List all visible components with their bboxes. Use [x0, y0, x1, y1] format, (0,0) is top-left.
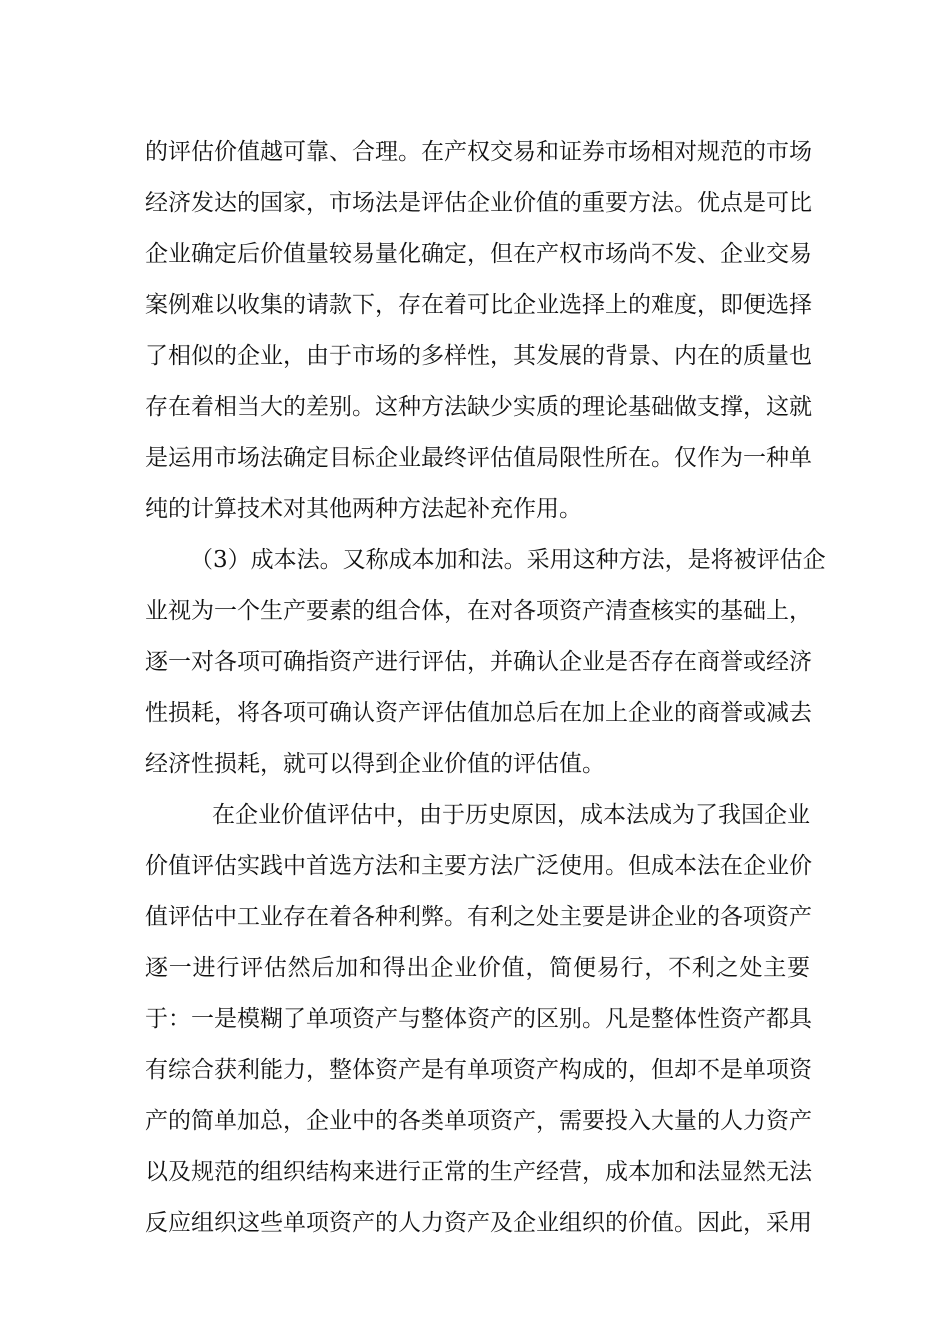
text-line: 产的简单加总，企业中的各类单项资产，需要投入大量的人力资产	[145, 1108, 812, 1134]
paragraph-heading-line: （3）成本法。又称成本加和法。采用这种方法，是将被评估企	[190, 547, 826, 573]
text-line: 经济性损耗，就可以得到企业价值的评估值。	[145, 751, 605, 777]
text-line: 逐一进行评估然后加和得出企业价值，简便易行，不利之处主要	[145, 955, 810, 981]
text-line: 纯的计算技术对其他两种方法起补充作用。	[145, 496, 582, 522]
text-line: 以及规范的组织结构来进行正常的生产经营，成本加和法显然无法	[145, 1159, 812, 1185]
text-line: 有综合获利能力，整体资产是有单项资产构成的，但却不是单项资	[145, 1057, 812, 1083]
text-line: 经济发达的国家，市场法是评估企业价值的重要方法。优点是可比	[145, 190, 812, 216]
text-line: 反应组织这些单项资产的人力资产及企业组织的价值。因此，采用	[145, 1210, 812, 1236]
text-line: 是运用市场法确定目标企业最终评估值局限性所在。仅作为一种单	[145, 445, 812, 471]
text-line: 性损耗，将各项可确认资产评估值加总后在加上企业的商誉或减去	[145, 700, 812, 726]
text-line: 存在着相当大的差别。这种方法缺少实质的理论基础做支撑，这就	[145, 394, 812, 420]
text-line: 的评估价值越可靠、合理。在产权交易和证券市场相对规范的市场	[145, 139, 812, 165]
text-line: 企业确定后价值量较易量化确定，但在产权市场尚不发、企业交易	[145, 241, 812, 267]
paragraph-start-line: 在企业价值评估中，由于历史原因，成本法成为了我国企业	[212, 802, 810, 828]
text-line: 值评估中工业存在着各种利弊。有利之处主要是讲企业的各项资产	[145, 904, 812, 930]
text-line: 于：一是模糊了单项资产与整体资产的区别。凡是整体性资产都具	[145, 1006, 812, 1032]
text-line: 案例难以收集的请款下，存在着可比企业选择上的难度，即便选择	[145, 292, 812, 318]
text-line: 逐一对各项可确指资产进行评估，并确认企业是否存在商誉或经济	[145, 649, 812, 675]
text-line: 业视为一个生产要素的组合体，在对各项资产清查核实的基础上，	[145, 598, 812, 624]
text-line: 价值评估实践中首选方法和主要方法广泛使用。但成本法在企业价	[145, 853, 812, 879]
text-line: 了相似的企业，由于市场的多样性，其发展的背景、内在的质量也	[145, 343, 812, 369]
